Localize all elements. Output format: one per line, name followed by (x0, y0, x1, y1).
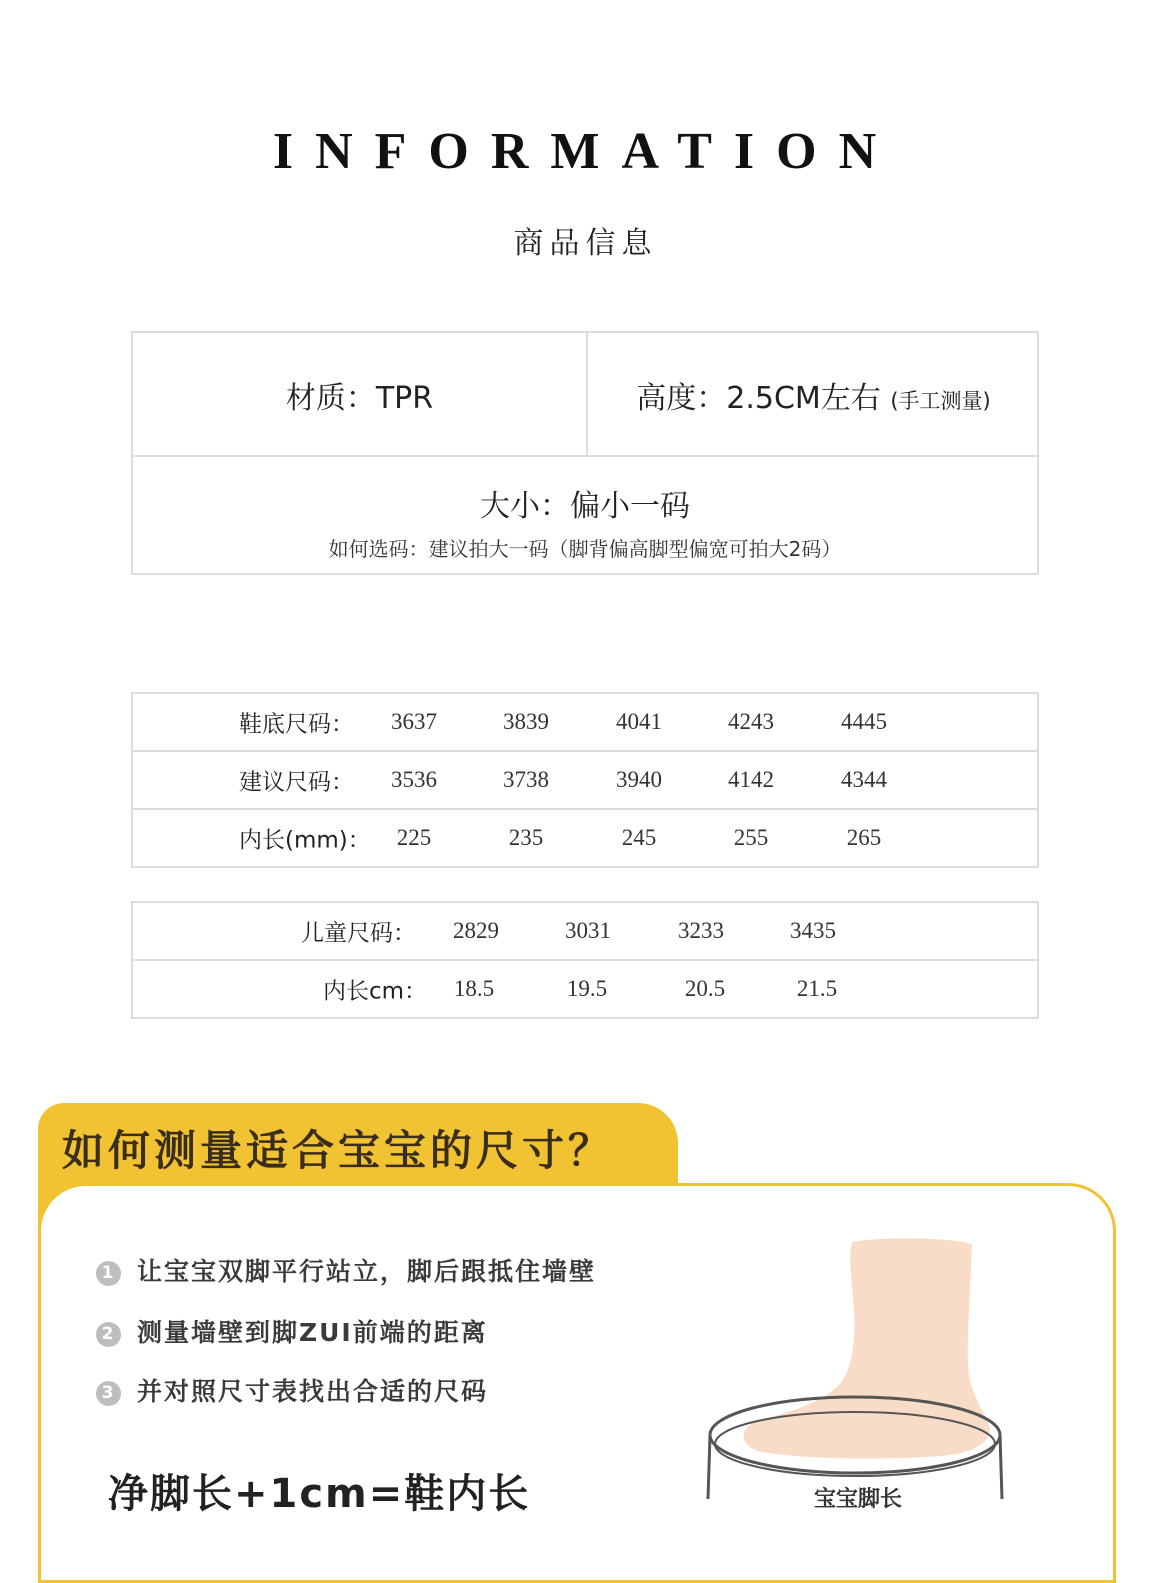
measure-title: 如何测量适合宝宝的尺寸？ (62, 1126, 615, 1175)
table-cell: 245 (621, 825, 657, 850)
table-cell: 265 (846, 825, 882, 850)
height-note: (手工测量) (890, 389, 991, 413)
measure-step (96, 1313, 488, 1349)
table-cell: 225 (396, 825, 432, 850)
table-cell: 3738 (503, 767, 549, 792)
table-cell: 4041 (616, 709, 662, 734)
table-cell: 4445 (841, 709, 887, 734)
table-cell: 4142 (728, 767, 774, 792)
kids-size-table (131, 901, 1039, 1019)
foot-measure-illustration (690, 1230, 1020, 1512)
row-label: 内长cm： (323, 978, 428, 1005)
table-cell: 4344 (841, 767, 887, 792)
table-cell: 18.5 (453, 976, 495, 1001)
table-cell: 255 (733, 825, 769, 850)
table-cell: 3536 (391, 767, 437, 792)
tray-edge-left (708, 1435, 710, 1499)
table-cell: 2829 (453, 918, 499, 943)
product-info-box (131, 331, 1039, 575)
height-info (588, 373, 1039, 417)
step-text: 测量墙壁到脚ZUI前端的距离 (137, 1318, 488, 1347)
table-cell: 235 (508, 825, 544, 850)
table-cell: 3031 (565, 918, 611, 943)
size-tip: 如何选码：建议拍大一码（脚背偏高脚型偏宽可拍大2码） (328, 537, 842, 561)
size-info: 大小：偏小一码 (480, 489, 690, 524)
measure-formula: 净脚长+1cm=鞋内长 (108, 1471, 531, 1517)
step-text: 并对照尺寸表找出合适的尺码 (137, 1377, 489, 1406)
table-row (133, 810, 1037, 868)
step-text: 让宝宝双脚平行站立，脚后跟抵住墙壁 (137, 1257, 597, 1286)
page-title: INFORMATION (272, 123, 899, 180)
table-row (133, 694, 1037, 752)
row-label: 儿童尺码： (301, 920, 416, 947)
table-cell: 3435 (790, 918, 836, 943)
height-value: 高度：2.5CM左右 (636, 381, 881, 416)
table-cell: 3637 (391, 709, 437, 734)
adult-size-table (131, 692, 1039, 868)
table-row (133, 752, 1037, 810)
material-info: 材质：TPR (285, 381, 434, 416)
foot-length-label: 宝宝脚长 (813, 1487, 903, 1512)
table-cell: 3940 (616, 767, 662, 792)
table-cell: 21.5 (796, 976, 838, 1001)
table-cell: 19.5 (566, 976, 608, 1001)
tray-edge-right (1000, 1435, 1002, 1499)
step-number-icon: 2 (96, 1322, 121, 1347)
table-cell: 20.5 (684, 976, 726, 1001)
table-row (133, 903, 1037, 961)
measure-step (96, 1252, 596, 1288)
row-label: 鞋底尺码： (239, 711, 354, 738)
table-row (133, 961, 1037, 1019)
measure-step (96, 1372, 488, 1408)
step-number-icon: 1 (96, 1261, 121, 1286)
page-subtitle: 商品信息 (513, 226, 658, 261)
row-label: 建议尺码： (239, 769, 354, 796)
table-cell: 4243 (728, 709, 774, 734)
table-cell: 3233 (678, 918, 724, 943)
row-label: 内长(mm)： (239, 827, 371, 854)
table-cell: 3839 (503, 709, 549, 734)
step-number-icon: 3 (96, 1381, 121, 1406)
foot-illustration-icon (744, 1238, 990, 1458)
